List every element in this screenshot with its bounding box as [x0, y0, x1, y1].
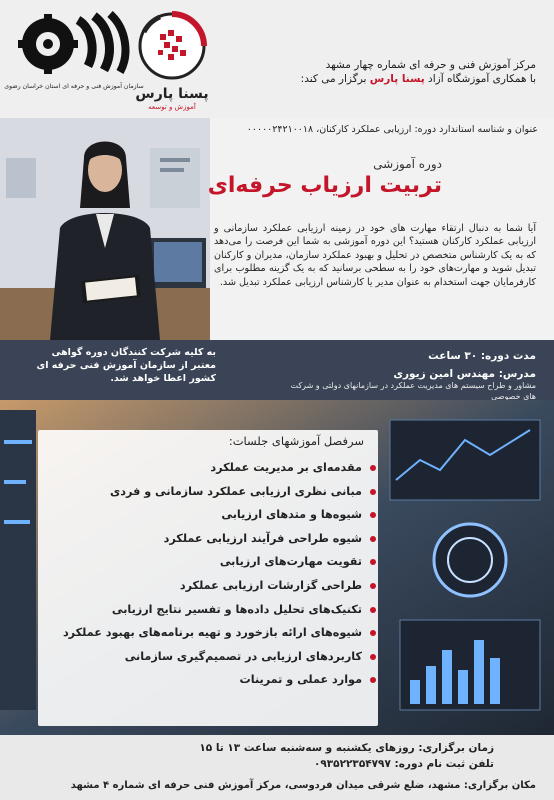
presenter-photo [0, 118, 210, 340]
organizer-line: مرکز آموزش فنی و حرفه ای شماره چهار مشهد [325, 59, 536, 71]
syllabus-list [62, 456, 376, 692]
red-bullet-icon [370, 607, 376, 613]
red-bullet-icon [370, 583, 376, 589]
pasna-logo-text: پسنا پارس [135, 86, 209, 102]
instructor-description: مشاور و طراح سیستم های مدیریت عملکرد در سازمانهای دولتی و شرکت های خصوصی [290, 381, 536, 401]
collaboration-brand: پسنا پارس [369, 73, 425, 85]
syllabus-item [66, 598, 376, 622]
red-bullet-icon [370, 630, 376, 636]
red-bullet-icon [370, 465, 376, 471]
course-schedule: زمان برگزاری: روزهای یکشنبه و سه‌شنبه ساعت ۱۳ تا ۱۵ [199, 742, 494, 754]
course-address: مکان برگزاری: مشهد، ضلع شرقی میدان فردوسی، مرکز آموزش فنی حرفه ای شماره ۴ مشهد [70, 780, 536, 791]
red-bullet-icon [370, 512, 376, 518]
syllabus-item-label: مبانی نظری ارزیابی عملکرد سازمانی و فردی [110, 484, 362, 498]
syllabus-item-label: تقویت مهارت‌های ارزیابی [219, 555, 362, 569]
pasna-logo-subtext: آموزش و توسعه [148, 103, 196, 111]
tvto-logo-text: سازمان آموزش فنی و حرفه ای استان خراسان رضوی [4, 83, 144, 90]
syllabus-item-label: شیوه‌های ارائه بازخورد و تهیه برنامه‌های بهبود عملکرد [62, 626, 362, 640]
course-description: آیا شما به دنبال ارتقاء مهارت های خود در زمینه ارزیابی عملکرد سازمانی و ارزیابی عملکرد کارکنان هستید؟ این دوره آموزشی به شما این فرصت را می‌دهد که به یک کارشناس متخصص در تحلیل و بهبود عملکرد سازمان، مدیران و کارکنان تبدیل شوید و مهارت‌های خود را به سطحی برسانید که به یک گزینه مطلوب برای کارفرمایان جهت استخدام به عنوان مدیر یا کارشناس ارزیابی عملکرد تبدیل شد. [214, 223, 536, 288]
course-subtitle: دوره آموزشی [373, 157, 442, 171]
instructor-name: مدرس: مهندس امین زیوری [393, 368, 536, 380]
syllabus-item [66, 456, 376, 480]
syllabus-item-label: شیوه‌ها و متدهای ارزیابی [221, 508, 362, 522]
syllabus-item-label: طراحی گزارشات ارزیابی عملکرد [179, 578, 362, 592]
certificate-note: به کلیه شرکت کنندگان دوره گواهی معتبر از سازمان آموزش فنی حرفه ای کشور اعطا خواهد شد. [36, 347, 216, 384]
course-title: تربیت ارزیاب حرفه‌ای [207, 173, 442, 198]
red-bullet-icon [370, 489, 376, 495]
syllabus-item-label: موارد عملی و تمرینات [239, 673, 362, 687]
syllabus-item [66, 574, 376, 598]
syllabus-item [66, 480, 376, 504]
syllabus-item-label: شیوه طراحی فرآیند ارزیابی عملکرد [163, 531, 362, 545]
syllabus-item [66, 668, 376, 692]
red-bullet-icon [370, 536, 376, 542]
syllabus-item-label: کاربردهای ارزیابی در تصمیم‌گیری سازمانی [124, 649, 362, 663]
collaboration-line [206, 72, 536, 86]
registration-phone[interactable]: تلفن ثبت نام دوره: ۰۹۳۵۲۲۳۵۴۷۹۷ [313, 758, 494, 770]
syllabus-item [66, 550, 376, 574]
course-standard: عنوان و شناسه استاندارد دوره: ارزیابی عملکرد کارکنان، ۰۰۰۰۰۲۴۲۱۰۰۱۸ [246, 124, 538, 135]
pasna-pars-logo-icon [130, 8, 214, 112]
tvto-logo-icon [4, 10, 144, 110]
syllabus-item-label: تکنیک‌های تحلیل داده‌ها و تفسیر نتایج ارزیابی [111, 602, 362, 616]
syllabus-title: سرفصل آموزشهای جلسات: [228, 434, 364, 448]
red-bullet-icon [370, 677, 376, 683]
collaboration-pre: با همکاری آموزشگاه آزاد [428, 73, 536, 85]
syllabus-item [66, 645, 376, 669]
syllabus-item-label: مقدمه‌ای بر مدیریت عملکرد [210, 461, 362, 474]
red-bullet-icon [370, 559, 376, 565]
syllabus-item [62, 621, 376, 645]
course-duration: مدت دوره: ۳۰ ساعت [428, 350, 536, 362]
collaboration-post: برگزار می کند: [300, 73, 367, 85]
syllabus-item [66, 503, 376, 527]
syllabus-item [66, 527, 376, 551]
red-bullet-icon [370, 654, 376, 660]
